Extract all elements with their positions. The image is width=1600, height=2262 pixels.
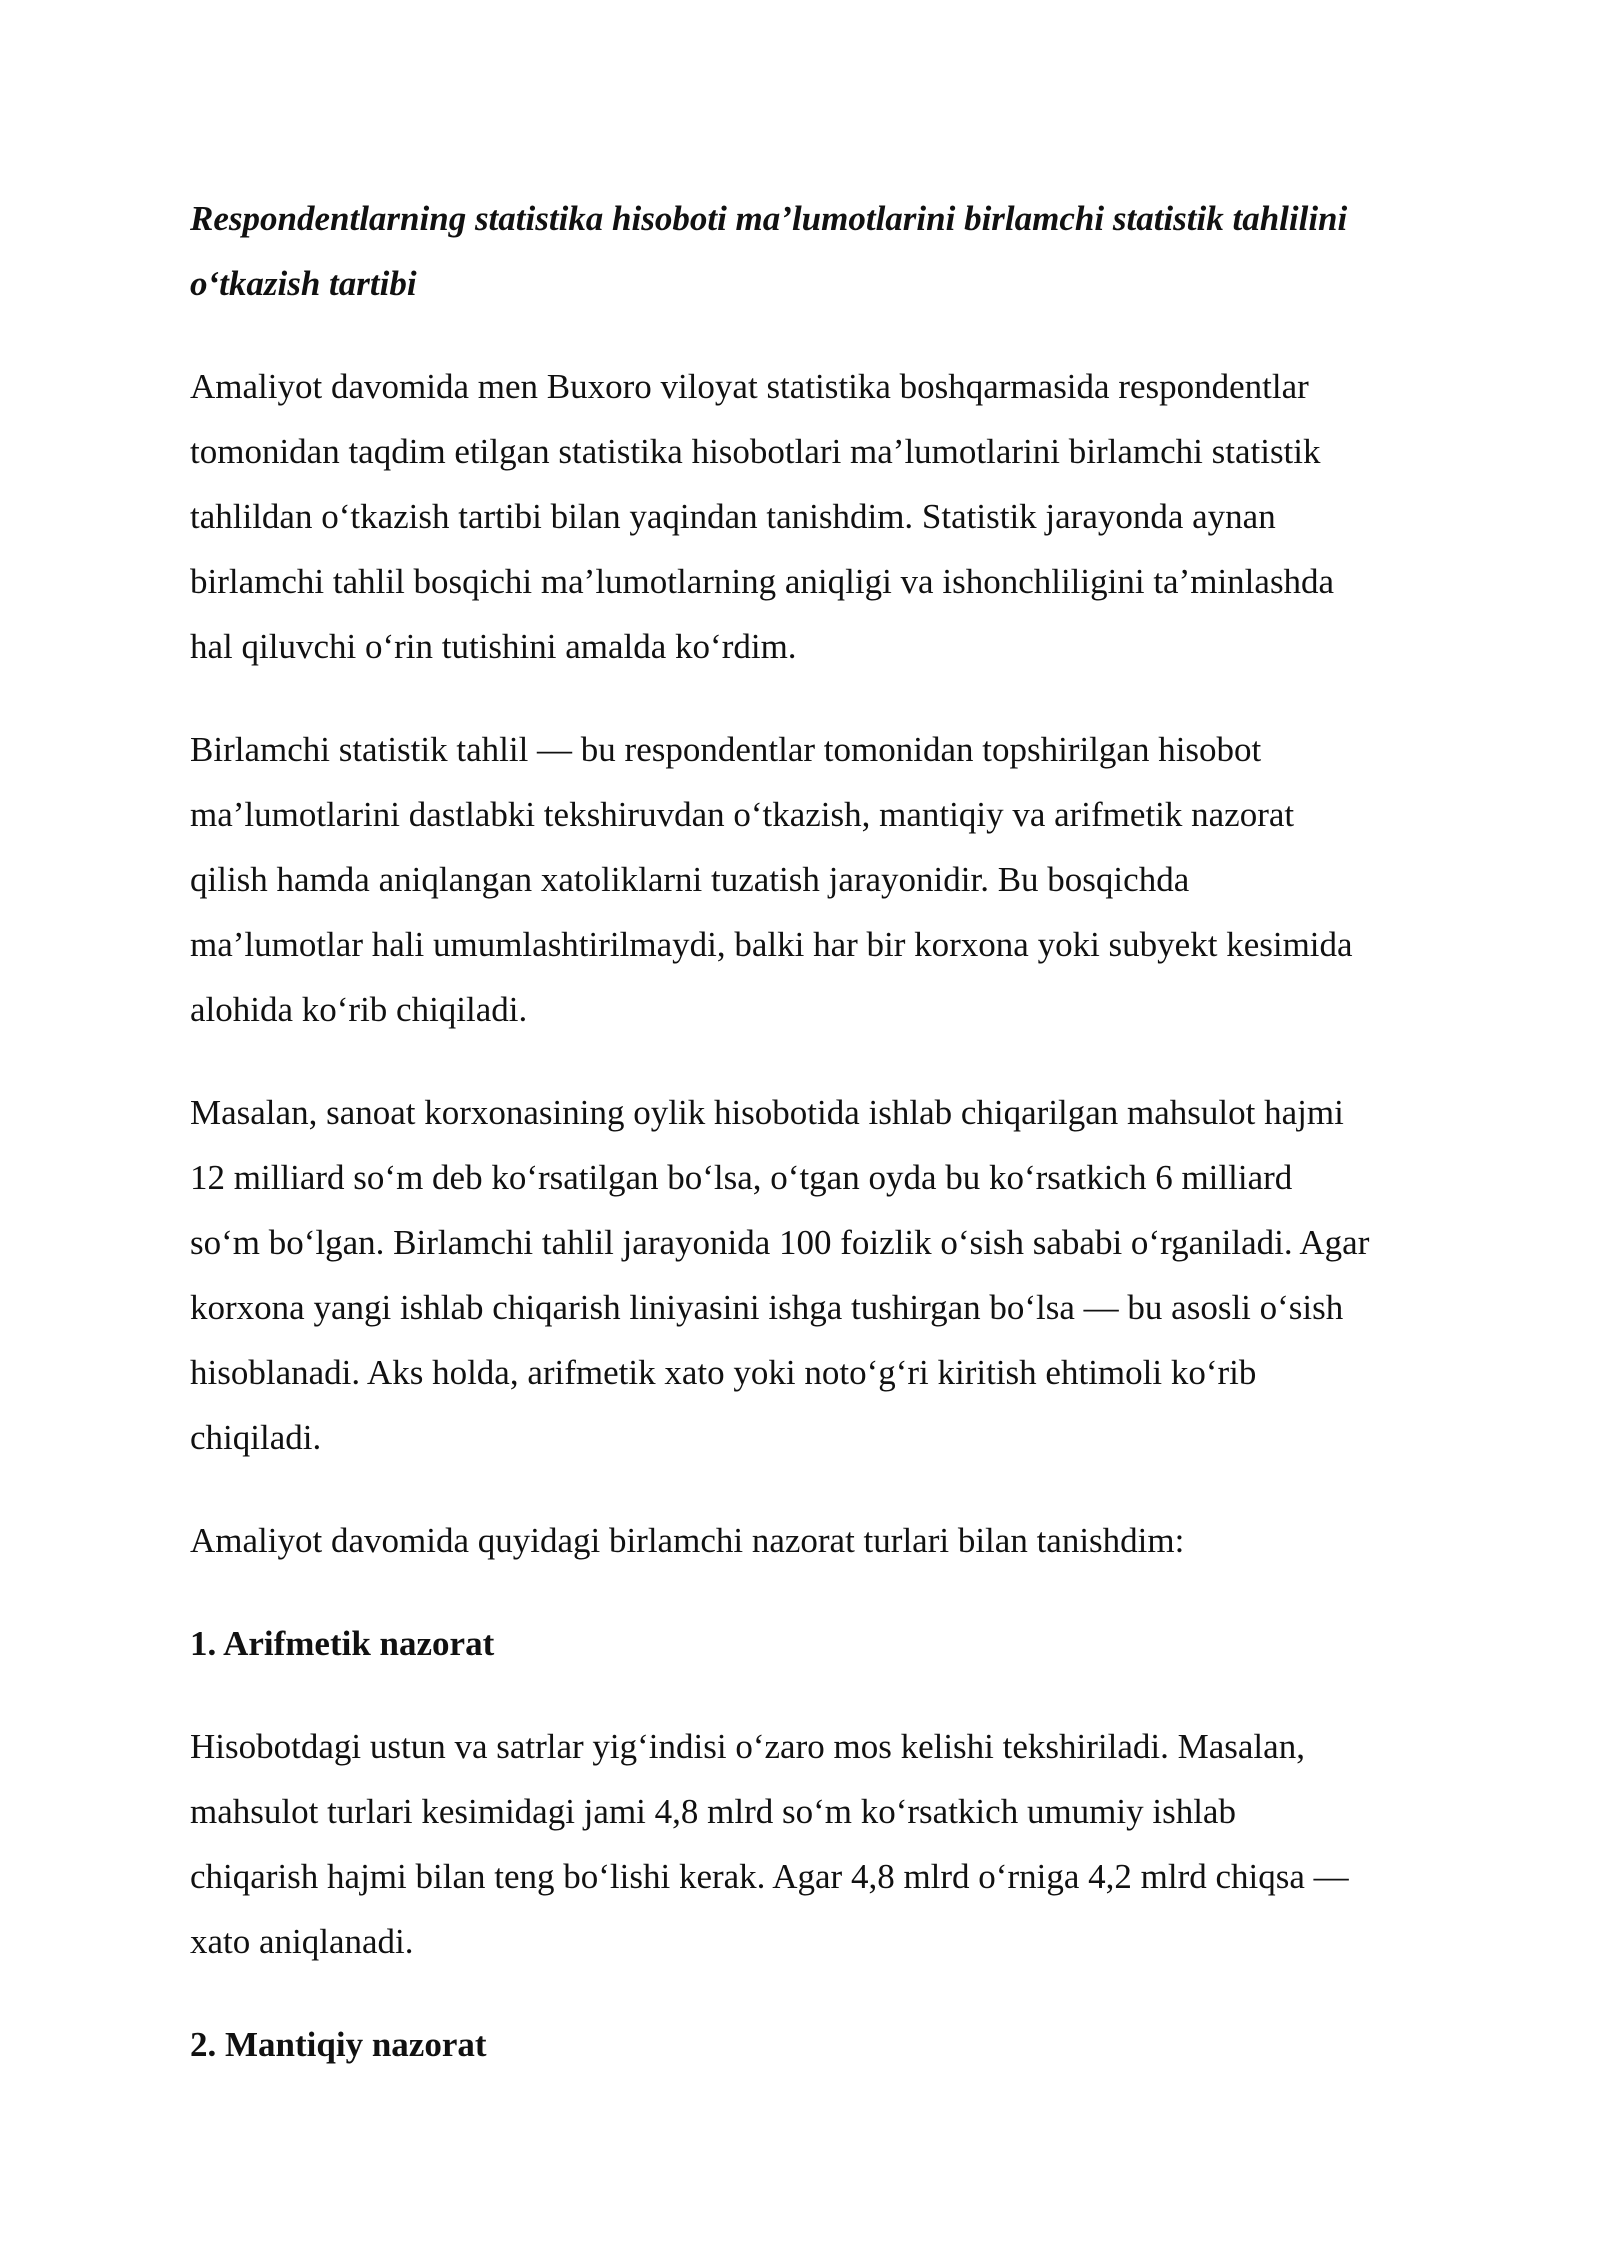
- paragraph-example: Masalan, sanoat korxonasining oylik hisobotida ishlab chiqarilgan mahsulot hajmi 12 milliard so‘m deb ko‘rsatilgan bo‘lsa, o‘tgan oyda bu ko‘rsatkich 6 milliard so‘m bo‘lgan. Birlamchi tahlil jarayonida 100 foizlik o‘sish sababi o‘rganiladi. Agar korxona yangi ishlab chiqarish liniyasini ishga tushirgan bo‘lsa — bu asosli o‘sish hisoblanadi. Aks holda, arifmetik xato yoki noto‘g‘ri kiritish ehtimoli ko‘rib chiqiladi.: [190, 1093, 1370, 1457]
- section-heading-arithmetic: 1. Arifmetik nazorat: [190, 1624, 495, 1663]
- section-heading-logical: 2. Mantiqiy nazorat: [190, 2025, 487, 2064]
- document-page: [190, 186, 1390, 2115]
- paragraph-definition: Birlamchi statistik tahlil — bu respondentlar tomonidan topshirilgan hisobot ma’lumotlarini dastlabki tekshiruvdan o‘tkazish, mantiqiy va arifmetik nazorat qilish hamda aniqlangan xatoliklarni tuzatish jarayonidir. Bu bosqichda ma’lumotlar hali umumlashtirilmaydi, balki har bir korxona yoki subyekt kesimida alohida ko‘rib chiqiladi.: [190, 730, 1353, 1029]
- paragraph-arithmetic-control: Hisobotdagi ustun va satrlar yig‘indisi o‘zaro mos kelishi tekshiriladi. Masalan, mahsulot turlari kesimidagi jami 4,8 mlrd so‘m ko‘rsatkich umumiy ishlab chiqarish hajmi bilan teng bo‘lishi kerak. Agar 4,8 mlrd o‘rniga 4,2 mlrd chiqsa — xato aniqlanadi.: [190, 1727, 1349, 1961]
- paragraph-control-types-intro: Amaliyot davomida quyidagi birlamchi nazorat turlari bilan tanishdim:: [190, 1521, 1185, 1560]
- document-title: Respondentlarning statistika hisoboti ma’lumotlarini birlamchi statistik tahlilini o‘tkazish tartibi: [190, 199, 1348, 303]
- paragraph-intro: Amaliyot davomida men Buxoro viloyat statistika boshqarmasida respondentlar tomonidan taqdim etilgan statistika hisobotlari ma’lumotlarini birlamchi statistik tahlildan o‘tkazish tartibi bilan yaqindan tanishdim. Statistik jarayonda aynan birlamchi tahlil bosqichi ma’lumotlarning aniqligi va ishonchliligini ta’minlashda hal qiluvchi o‘rin tutishini amalda ko‘rdim.: [190, 367, 1335, 666]
